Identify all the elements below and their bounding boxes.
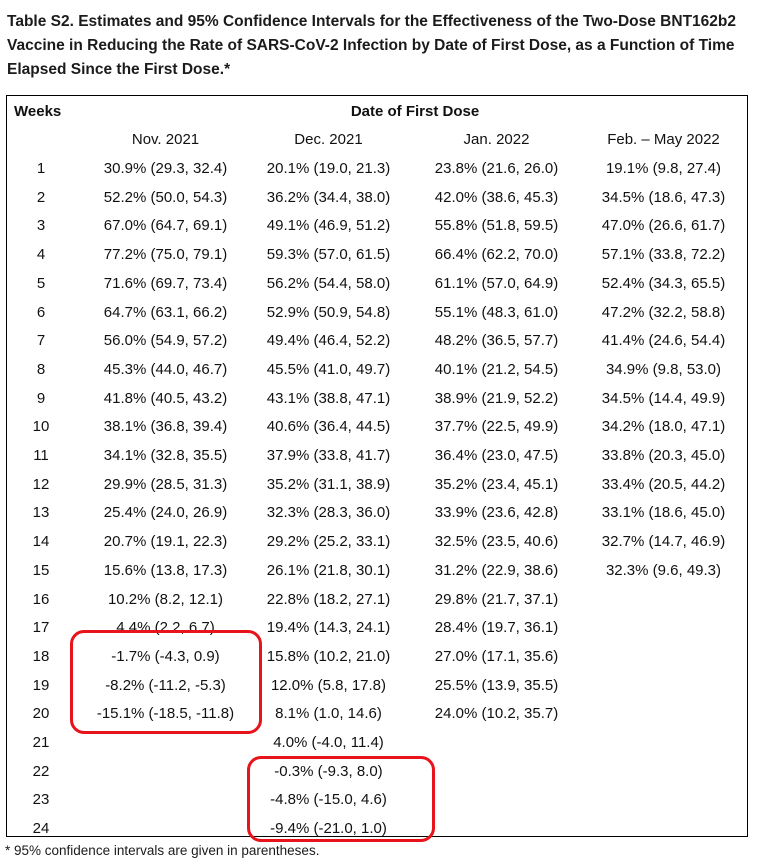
estimate-cell: 28.4% (19.7, 36.1)	[434, 619, 559, 637]
estimate-cell: 29.9% (28.5, 31.3)	[103, 475, 228, 493]
estimate-cell: 4.0% (-4.0, 11.4)	[273, 734, 384, 751]
estimate-cell: 34.5% (14.4, 49.9)	[601, 389, 726, 407]
table-row	[0, 212, 774, 240]
estimate-cell: -9.4% (-21.0, 1.0)	[270, 820, 387, 838]
week-number-cell: 18	[32, 647, 50, 665]
table-row	[0, 442, 774, 470]
estimate-cell: 19.1% (9.8, 27.4)	[605, 160, 722, 177]
estimate-cell: 64.7% (63.1, 66.2)	[103, 303, 228, 321]
estimate-cell: 40.6% (36.4, 44.5)	[266, 418, 391, 436]
week-number-cell: 4	[36, 246, 46, 264]
estimate-cell: 52.9% (50.9, 54.8)	[266, 303, 391, 321]
estimate-cell: 35.2% (31.1, 38.9)	[266, 475, 391, 493]
column-header-dec-2021: Dec. 2021	[294, 131, 363, 148]
estimate-cell: 29.2% (25.2, 33.1)	[266, 533, 391, 551]
estimate-cell: 15.6% (13.8, 17.3)	[103, 561, 228, 579]
estimate-cell: 40.1% (21.2, 54.5)	[434, 360, 559, 378]
estimate-cell: 4.4% (2.2, 6.7)	[116, 619, 215, 637]
estimate-cell: 43.1% (38.8, 47.1)	[266, 389, 391, 407]
estimate-cell: 22.8% (18.2, 27.1)	[266, 590, 391, 608]
estimate-cell: 29.8% (21.7, 37.1)	[434, 590, 559, 608]
estimate-cell: 25.4% (24.0, 26.9)	[103, 504, 228, 522]
table-row	[0, 299, 774, 327]
table-row	[0, 499, 774, 527]
column-header-jan-2022: Jan. 2022	[463, 131, 530, 148]
week-number-cell: 22	[32, 762, 50, 780]
week-number-cell: 10	[32, 418, 50, 436]
week-number-cell: 23	[32, 791, 50, 809]
estimate-cell: 36.4% (23.0, 47.5)	[434, 447, 559, 464]
week-number-cell: 24	[32, 820, 50, 838]
estimate-cell: 38.9% (21.9, 52.2)	[434, 389, 559, 407]
footnote: * 95% confidence intervals are given in parentheses.	[5, 843, 320, 858]
table-row	[0, 270, 774, 298]
week-number-cell: 17	[32, 619, 50, 637]
week-number-cell: 1	[36, 160, 46, 177]
estimate-cell: 56.2% (54.4, 58.0)	[266, 274, 391, 292]
week-number-cell: 21	[32, 734, 50, 751]
estimate-cell: 25.5% (13.9, 35.5)	[434, 676, 559, 694]
estimate-cell: 49.4% (46.4, 52.2)	[266, 332, 391, 350]
estimate-cell: 30.9% (29.3, 32.4)	[103, 160, 228, 177]
estimate-cell: 12.0% (5.8, 17.8)	[270, 676, 387, 694]
estimate-cell: 45.5% (41.0, 49.7)	[266, 360, 391, 378]
estimate-cell: 32.3% (9.6, 49.3)	[605, 561, 722, 579]
table-row	[0, 155, 774, 183]
estimate-cell: 10.2% (8.2, 12.1)	[107, 590, 224, 608]
estimate-cell: 15.8% (10.2, 21.0)	[266, 647, 391, 665]
estimate-cell: 66.4% (62.2, 70.0)	[434, 246, 559, 264]
highlight-box-dec-2021-negative	[247, 756, 435, 842]
week-number-cell: 9	[36, 389, 46, 407]
estimate-cell: 23.8% (21.6, 26.0)	[434, 160, 559, 177]
week-number-cell: 11	[33, 447, 49, 464]
table-row	[0, 241, 774, 269]
estimate-cell: 52.4% (34.3, 65.5)	[601, 274, 726, 292]
week-number-cell: 14	[32, 533, 50, 551]
week-number-cell: 3	[36, 217, 46, 235]
estimate-cell: 59.3% (57.0, 61.5)	[266, 246, 391, 264]
estimate-cell: 34.5% (18.6, 47.3)	[601, 188, 726, 206]
week-number-cell: 7	[36, 332, 46, 350]
estimate-cell: 71.6% (69.7, 73.4)	[103, 274, 228, 292]
week-number-cell: 8	[36, 360, 46, 378]
estimate-cell: 24.0% (10.2, 35.7)	[434, 705, 559, 723]
estimate-cell: 47.0% (26.6, 61.7)	[601, 217, 726, 235]
estimate-cell: 41.4% (24.6, 54.4)	[601, 332, 726, 350]
highlight-box-nov-2021-negative	[70, 630, 262, 734]
estimate-cell: 61.1% (57.0, 64.9)	[434, 274, 559, 292]
table-row	[0, 471, 774, 499]
estimate-cell: 34.1% (32.8, 35.5)	[103, 447, 228, 464]
estimate-cell: 37.7% (22.5, 49.9)	[434, 418, 559, 436]
table-row	[0, 356, 774, 384]
estimate-cell: 20.7% (19.1, 22.3)	[103, 533, 228, 551]
estimate-cell: 55.8% (51.8, 59.5)	[434, 217, 559, 235]
estimate-cell: 36.2% (34.4, 38.0)	[266, 188, 391, 206]
table-row	[0, 557, 774, 585]
table-row	[0, 586, 774, 614]
estimate-cell: 35.2% (23.4, 45.1)	[434, 475, 559, 493]
table-row	[0, 528, 774, 556]
estimate-cell: 8.1% (1.0, 14.6)	[275, 705, 382, 723]
estimate-cell: 52.2% (50.0, 54.3)	[103, 188, 228, 206]
week-number-cell: 20	[32, 705, 50, 723]
week-number-cell: 12	[32, 475, 50, 493]
estimate-cell: 49.1% (46.9, 51.2)	[266, 217, 391, 235]
estimate-cell: 56.0% (54.9, 57.2)	[103, 332, 228, 350]
estimate-cell: 42.0% (38.6, 45.3)	[434, 188, 559, 206]
estimate-cell: 48.2% (36.5, 57.7)	[434, 332, 559, 350]
week-number-cell: 16	[32, 590, 50, 608]
table-row	[0, 413, 774, 441]
week-number-cell: 6	[36, 303, 46, 321]
estimate-cell: 34.9% (9.8, 53.0)	[605, 360, 722, 378]
week-number-cell: 2	[36, 188, 46, 206]
estimate-cell: 45.3% (44.0, 46.7)	[103, 360, 228, 378]
estimate-cell: 67.0% (64.7, 69.1)	[103, 217, 228, 235]
estimate-cell: 37.9% (33.8, 41.7)	[266, 447, 391, 464]
estimate-cell: 47.2% (32.2, 58.8)	[601, 303, 726, 321]
estimate-cell: -4.8% (-15.0, 4.6)	[270, 791, 387, 809]
date-of-first-dose-header: Date of First Dose	[350, 103, 480, 120]
estimate-cell: 33.8% (20.3, 45.0)	[601, 447, 726, 464]
week-number-cell: 13	[32, 504, 50, 522]
estimate-cell: 33.4% (20.5, 44.2)	[601, 475, 726, 493]
estimate-cell: -15.1% (-18.5, -11.8)	[96, 705, 235, 723]
estimate-cell: 77.2% (75.0, 79.1)	[103, 246, 228, 264]
table-row	[0, 327, 774, 355]
estimate-cell: 33.9% (23.6, 42.8)	[434, 504, 559, 522]
estimate-cell: 38.1% (36.8, 39.4)	[103, 418, 228, 436]
estimate-cell: 32.5% (23.5, 40.6)	[434, 533, 559, 551]
table-row	[0, 184, 774, 212]
estimate-cell: 32.3% (28.3, 36.0)	[266, 504, 391, 522]
week-number-cell: 19	[32, 676, 50, 694]
estimate-cell: 57.1% (33.8, 72.2)	[601, 246, 726, 264]
week-number-cell: 5	[36, 274, 46, 292]
estimate-cell: 27.0% (17.1, 35.6)	[434, 647, 559, 665]
estimate-cell: -8.2% (-11.2, -5.3)	[105, 676, 226, 694]
estimate-cell: 41.8% (40.5, 43.2)	[103, 389, 228, 407]
estimate-cell: 34.2% (18.0, 47.1)	[601, 418, 726, 436]
estimate-cell: 19.4% (14.3, 24.1)	[266, 619, 391, 637]
estimate-cell: 32.7% (14.7, 46.9)	[601, 533, 726, 551]
estimate-cell: -1.7% (-4.3, 0.9)	[111, 647, 220, 665]
estimate-cell: 33.1% (18.6, 45.0)	[601, 504, 726, 522]
estimate-cell: 55.1% (48.3, 61.0)	[434, 303, 559, 321]
table-row	[0, 385, 774, 413]
week-number-cell: 15	[32, 561, 50, 579]
column-header-nov-2021: Nov. 2021	[131, 131, 200, 148]
estimate-cell: 20.1% (19.0, 21.3)	[266, 160, 391, 177]
column-header-feb-may-2022: Feb. – May 2022	[607, 131, 720, 148]
table-title: Table S2. Estimates and 95% Confidence Intervals for the Effectiveness of the Two-Dose BNT162b2 Vaccine in Reducing the Rate of SARS-CoV-2 Infection by Date of First Dose, as a Function of Time Elapsed Since the First Dose.*	[7, 13, 736, 78]
weeks-header: Weeks	[14, 103, 62, 120]
estimate-cell: -0.3% (-9.3, 8.0)	[274, 762, 383, 780]
estimate-cell: 31.2% (22.9, 38.6)	[434, 561, 559, 579]
estimate-cell: 26.1% (21.8, 30.1)	[266, 561, 391, 579]
